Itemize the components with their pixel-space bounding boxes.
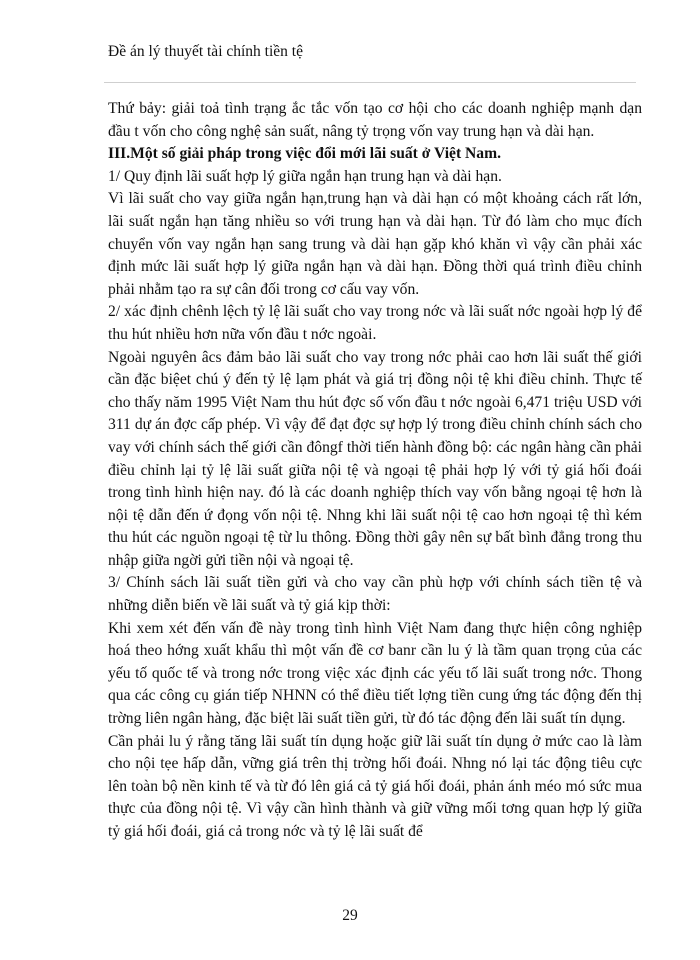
subheading-1: 1/ Quy định lãi suất hợp lý giữa ngắn hạn trung hạn và dài hạn. — [108, 167, 502, 185]
header-divider — [104, 82, 636, 83]
paragraph-interest-terms: Vì lãi suất cho vay giữa ngắn hạn,trung hạn và dài hạn có một khoảng cách rất lớn, lãi suất ngắn hạn tăng nhiều so với trung hạn và dài hạn. Từ đó làm cho mục đích chuyển vốn vay ngắn hạn sang trung và dài hạn gặp khó khăn vì vậy cần phải xác định mức lãi suất hợp lý giữa ngắn hạn và dài hạn. Đồng thời quá trình điều chỉnh phải nhằm tạo ra sự cân đối trong cơ cấu vay vốn. — [108, 190, 642, 298]
paragraph-industrialization: Khi xem xét đến vấn đề này trong tình hình Việt Nam đang thực hiện công nghiệp hoá theo hớng xuất khẩu thì một vấn đề cơ banr cần lu ý là tầm quan trọng của các yếu tố quốc tế và trong nớc trong việc xác định các yếu tố lãi suất trong nớc. Thong qua các công cụ gián tiếp NHNN có thể điều tiết lợng tiền cung ứng tác động đến thị trờng liên ngân hàng, đặc biệt lãi suất tiền gửi, từ đó tác động đến lãi suất tín dụng. — [108, 619, 642, 728]
document-body — [108, 98, 642, 844]
paragraph-credit-rates: Cần phải lu ý rằng tăng lãi suất tín dụng hoặc giữ lãi suất tín dụng ở mức cao là làm cho nội tẹe hấp dẫn, vững giá trên thị trờng hối đoái. Nhng nó lại tác động tiêu cực lên toàn bộ nền kinh tế và từ đó lên giá cả tỷ giá hối đoái, phản ánh méo mó sức mua thực của đồng nội tệ. Vì vậy cần hình thành và giữ vững mối tơng quan hợp lý giữa tỷ giá hối đoái, giá cả trong nớc và tỷ lệ lãi suất để — [108, 732, 642, 840]
subheading-3: 3/ Chính sách lãi suất tiền gửi và cho vay cần phù hợp với chính sách tiền tệ và những diễn biến về lãi suất và tỷ giá kịp thời: — [108, 574, 642, 615]
page-number: 29 — [342, 907, 358, 924]
subheading-2: 2/ xác định chênh lệch tỷ lệ lãi suất cho vay trong nớc và lãi suất nớc ngoài hợp lý để thu hút nhiều hơn nữa vốn đầu t nớc ngoài. — [108, 303, 642, 343]
running-header: Đề án lý thuyết tài chính tiền tệ — [108, 43, 303, 60]
section-heading-iii: III.Một số giải pháp trong việc đổi mới lãi suất ở Việt Nam. — [108, 145, 501, 163]
paragraph-foreign-investment: Ngoài nguyên âcs đảm bảo lãi suất cho vay trong nớc phải cao hơn lãi suất thế giới cần đặc biệet chú ý đến tỷ lệ lạm phát và giá trị đồng nội tệ khi điều chỉnh. Thực tế cho thấy năm 1995 Việt Nam thu hút đợc số vốn đầu t nớc ngoài 6,471 triệu USD với 311 dự án đợc cấp phép. Vì vậy để đạt đợc sự hợp lý trong điều chỉnh chính sách cho vay với chính sách thế giới cần đôngf thời tiến hành đồng bộ: các ngân hàng cần phải điều chỉnh lại tỷ lệ lãi suất giữa nội tệ và ngoại tệ phải hợp lý với tỷ giá hối đoái trong tình hình hiện nay. đó là các doanh nghiệp thích vay vốn bằng ngoại tệ hơn là nội tệ dẫn đến ứ đọng vốn nội tệ. Nhng khi lãi suất nội tệ cao hơn ngoại tệ thì kém thu hút các nguồn ngoại tệ từ lu thông. Đồng thời gây nên sự bất bình đẳng trong thu nhập giữa ngời gửi tiền nội và ngoại tệ. — [108, 348, 642, 569]
paragraph-seventh-point: Thứ bảy: giải toả tình trạng ắc tắc vốn tạo cơ hội cho các doanh nghiệp mạnh dạn đầu t vốn cho công nghệ sản suất, nâng tỷ trọng vốn vay trung hạn và dài hạn. — [108, 100, 642, 140]
